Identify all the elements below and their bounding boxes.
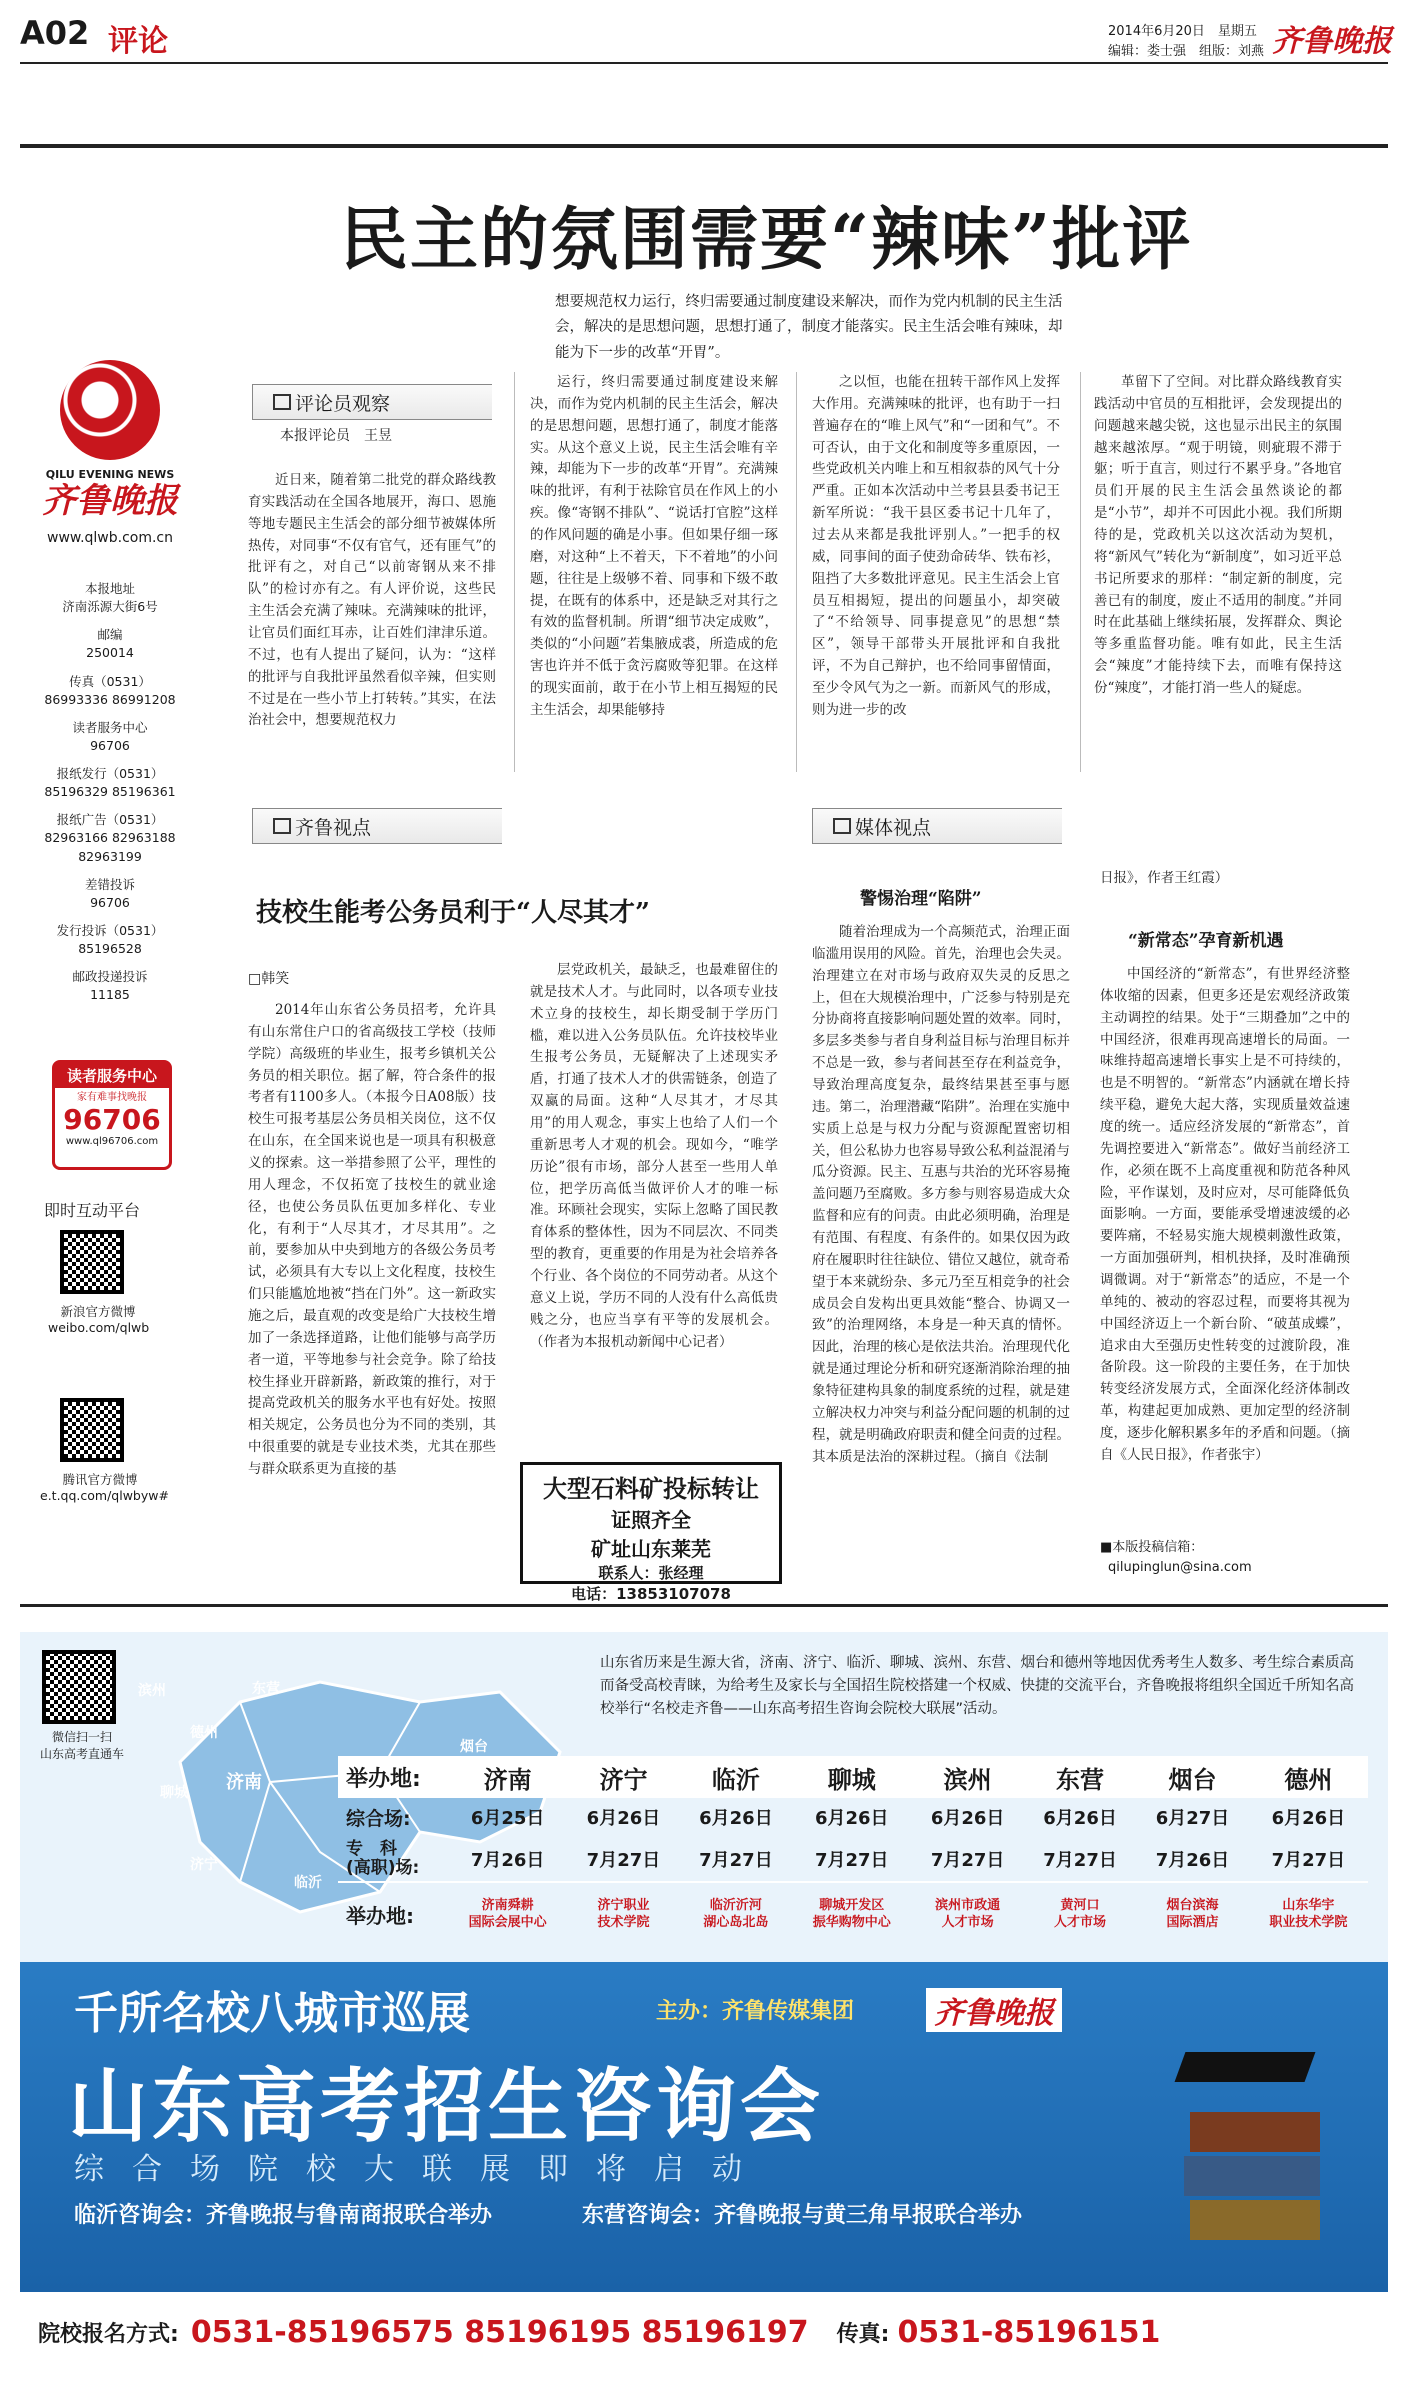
- commentary-col-3: 之以恒，也能在扭转干部作风上发挥大作用。充满辣味的批评，也有助于一扫普遍存在的“唯上风气”和“一团和气”。不可否认，由于文化和制度等多重原因，一些党政机关内唯上和互相叙恭的风气十分严重。正如本次活动中兰考县县委书记王新军所说：“我干县区委书记十几年了，过去从来都是我批评别人。”一把手的权威，同事间的面子使劲命砖华、铁布衫，阻挡了大多数批评意见。民主生活会上官员互相揭短，提出的问题虽小，却突破了“不给领导、同事提意见”的思想“禁区”，领导干部带头开展批评和自我批评，不为自己辩护，也不给同事留情面，至少令风气为之一新。而新风气的形成，则为进一步的改: [812, 374, 1060, 718]
- issue-date: 2014年6月20日 星期五: [1108, 24, 1257, 39]
- reader-service-badge[interactable]: 读者服务中心 家有难事找晚报 96706 www.ql96706.com: [52, 1060, 172, 1170]
- expo-big-title: 山东高考招生咨询会: [68, 2060, 824, 2153]
- weibo-qr-code[interactable]: [60, 1230, 124, 1294]
- map-city-binzhou: 滨州: [138, 1683, 166, 1699]
- expo-dongying: 东营咨询会：齐鲁晚报与黄三角早报联合举办: [582, 2203, 1023, 2228]
- main-headline: 民主的氛围需要“辣味”批评: [340, 200, 1193, 280]
- map-city-linyi: 临沂: [294, 1875, 322, 1891]
- brand-logo-text: 齐鲁晚报: [1272, 24, 1392, 59]
- divider: [1080, 372, 1081, 772]
- table-row: 举办地: 济南舜耕 国际会展中心 济宁职业 技术学院 临沂沂河 湖心岛北岛 聊城开发区 振华购物中心 滨州市政通 人才市场 黄河口 人才市场 烟台滨海 国际酒店 山东华宇 职业技术学院: [346, 1897, 1348, 1930]
- media-article1-body: 随着治理成为一个高频范式，治理正面临滥用误用的风险。首先，治理也会失灵。治理建立在对市场与政府双失灵的反思之上，但在大规模治理中，广泛参与特别是充分协商将直接影响问题处置的效率。同时，多层多类参与者自身利益目标与治理目标并不总是一致，参与者间甚至存在利益竞争，导致治理高度复杂，最终结果甚至事与愿违。第二，治理潜藏“陷阱”。治理在实施中实质上总是与权力分配与资源配置密切相关，但公私协力也容易导致公私利益混淆与瓜分资源。民主、互惠与共治的光环容易掩盖问题乃至腐败。多方参与则容易造成大众监督和应有的问责。由此必须明确，治理是有范围、有程度、有条件的。如果仅因为政府在履职时往往缺位、错位又越位，就奇希望于本来就纷杂、多元乃至互相竞争的社会成员会自发构出更具效能“整合、协调又一致”的治理网络，本身是一种天真的情怀。因此，治理的核心是依法共治。治理现代化就是通过理论分析和研究逐渐消除治理的抽象特征建构具象的制度系统的过程，就是建立解决权力冲突与利益分配问题的机制的过程，就是明确政府职责和健全问责的过程。其本质是法治的深耕过程。（摘自《法制: [812, 924, 1070, 1465]
- map-city-dongying: 东营: [252, 1681, 280, 1697]
- divider: [514, 372, 515, 772]
- commentary-col-1: 近日来，随着第二批党的群众路线教育实践活动在全国各地展开，海口、恩施等地专题民主生活会的部分细节被媒体所热传，对同事“不仅有官气，还有匪气”的批评有之，对自己“以前寄钢从来不排队”的检讨亦有之。有人评价说，这些民主生活会充满了辣味。充满辣味的批评，让官员们面红耳赤，让百姓们津津乐道。不过，也有人提出了疑问，认为：“这样的批评与自我批评虽然看似辛辣，但实则不过是在一些小节上打转转。”其实，在法治社会中，想要规范权力: [248, 472, 496, 729]
- expo-sponsor: 主办：齐鲁传媒集团: [656, 1999, 855, 2024]
- expo-schedule-table: [338, 1756, 1368, 1946]
- section-title: 评论: [108, 24, 168, 59]
- expo-intro: 山东省历来是生源大省，济南、济宁、临沂、聊城、滨州、东营、烟台和德州等地因优秀考生人数多、考生综合素质高而备受高校青睐，为给考生及家长与全国招生院校搭建一个权威、快捷的交流平台，齐鲁晚报将组织全国近千所知名高校举行“名校走齐鲁——山东高考招生咨询会院校大联展”活动。: [600, 1655, 1354, 1718]
- bottom-rule: [20, 1604, 1388, 1607]
- contribute-email[interactable]: qilupinglun@sina.com: [1108, 1560, 1252, 1575]
- expo-qr-label: 微信扫一扫 山东高考直通车: [39, 1730, 124, 1761]
- quarry-ad: 大型石料矿投标转让 证照齐全 矿址山东莱芜 联系人：张经理 电话：13853107078: [520, 1462, 782, 1584]
- expo-slogan: 千所名校八城市巡展: [74, 1988, 470, 2039]
- commentary-byline: 本报评论员 王昱: [280, 428, 392, 444]
- map-city-jinan: 济南: [226, 1772, 262, 1793]
- expo-ad: [20, 1632, 1388, 2372]
- expo-signup-bar: 院校报名方式: 0531-85196575 85196195 85196197 传真: 0531-85196151: [20, 2292, 1388, 2372]
- commentary-col-4: 革留下了空间。对比群众路线教育实践活动中官员的互相批评，会发现提出的问题越来越尖锐，这也显示出民主的氛围越来越浓厚。“观于明镜，则疵瑕不滞于躯；听于直言，则过行不累乎身。”各地官员们开展的民主生活会虽然谈论的都是“小节”，却并不可因此小视。我们所期待的是，党政机关以这次活动为契机，将“新风气”转化为“新制度”，如习近平总书记所要求的那样：“制定新的制度，完善已有的制度，废止不适用的制度。”并同时在此基础上继续拓展，发挥群众、舆论等多重监督功能。唯有如此，民主生活会“辣度”才能持续下去，而唯有保持这份“辣度”，才能打消一些人的疑虑。: [1094, 374, 1342, 697]
- divider: [796, 372, 797, 772]
- qq-weibo-label: 腾讯官方微博 e.t.qq.com/qlwbyw#: [40, 1472, 169, 1503]
- weibo-label: 新浪官方微博 weibo.com/qlwb: [48, 1304, 150, 1335]
- qilu-col-2: 层党政机关，最缺乏，也最难留住的就是技术人才。与此同时，以各项专业技术立身的技校生，却长期受制于学历门槛，难以进入公务员队伍。允许技校毕业生报考公务员，无疑解决了上述现实矛盾，打通了技术人才的供需链条，创造了双赢的局面。这种“人尽其才，才尽其用”的用人观念，事实上也给了人们一个重新思考人才观的机会。现如今，“唯学历论”很有市场，部分人甚至一些用人单位，把学历高低当做评价人才的唯一标准。环顾社会现实，实际上忽略了国民教育体系的整体性，因为不同层次、不同类型的教育，更重要的作用是为社会培养各个行业、各个岗位的不同劳动者。从这个意义上说，学历不同的人没有什么高低贵贱之分，也应当享有平等的发展机会。（作者为本报机动新闻中心记者）: [530, 962, 778, 1350]
- table-row: 举办地: 济南 济宁 临沂 聊城 滨州 东营 烟台 德州: [338, 1756, 1368, 1798]
- commentary-col-2: 运行，终归需要通过制度建设来解决，而作为党内机制的民主生活会，解决的是思想问题，思想打通了，制度才能落实。从这个意义上说，民主生活会唯有辛辣，却能为下一步的改革“开胃”。充满辣味的批评，有利于祛除官员在作风上的小疾。像“寄钢不排队”、“说话打官腔”这样的作风问题的确是小事。但如果仔细一琢磨，对这种“上不着天，下不着地”的小问题，往往是上级够不着、同事和下级不敢提，在既有的体系中，还是缺乏对其行之有效的监督机制。所谓“细节决定成败”，类似的“小问题”若集腋成裘，所造成的危害也许并不低于贪污腐败等犯罪。在这样的现实面前，敢于在小节上相互揭短的民主生活会，却果能够持: [530, 374, 778, 718]
- table-row: 综合场: 6月25日 6月26日 6月26日 6月26日 6月26日 6月26日 6月27日 6月26日: [346, 1807, 1346, 1830]
- map-city-dezhou: 德州: [190, 1725, 218, 1741]
- expo-qr-code[interactable]: [42, 1650, 116, 1724]
- page-number: A02: [20, 14, 90, 52]
- media-article1-title: 警惕治理“陷阱”: [860, 889, 982, 909]
- qilu-title: 技校生能考公务员利于“人尽其才”: [256, 898, 650, 928]
- qilu-tag: 齐鲁视点: [252, 808, 502, 844]
- brand-swirl-icon: [60, 360, 160, 460]
- qq-weibo-qr-code[interactable]: [60, 1398, 124, 1462]
- headline-lead: 想要规范权力运行，终归需要通过制度建设来解决，而作为党内机制的民主生活会，解决的是思想问题，思想打通了，制度才能落实。民主生活会唯有辣味，却能为下一步的改革“开胃”。: [555, 294, 1063, 361]
- media-tag: 媒体视点: [812, 808, 1062, 844]
- map-city-yantai: 烟台: [460, 1739, 488, 1755]
- expo-subtitle: 综合场院校大联展即将启动: [74, 2152, 770, 2187]
- qilu-byline: □韩笑: [248, 971, 290, 987]
- table-row: 专 科 (高职)场: 7月26日 7月27日 7月27日 7月27日 7月27日 7月27日 7月26日 7月27日: [338, 1836, 1368, 1882]
- sidebar: [20, 360, 200, 546]
- qilu-col-1: 2014年山东省公务员招考，允许具有山东常住户口的省高级技工学校（技师学院）高级班的毕业生，报考乡镇机关公务员的相关职位。据了解，符合条件的报考者有1100多人。（本报今日A08版）技校生可报考基层公务员相关岗位，这不仅在山东，在全国来说也是一项具有积极意义的探索。这一举措参照了公平，理性的用人理念，不仅拓宽了技校生的就业途径，也使公务员队伍更加多样化、专业化，有利于“人尽其才，才尽其用”。之前，要参加从中央到地方的各级公务员考试，必须具有大专以上文化程度，技校生们只能尴尬地被“挡在门外”。这一新政实施之后，最直观的改变是给广大技校生增加了一条选择道路，让他们能够与高学历者一道，平等地参与社会竞争。除了给技校生择业开辟新路，新政策的推行，对于提高党政机关的服务水平也有好处。按照相关规定，公务员也分为不同的类别，其中很重要的就是专业技术类，尤其在那些与群众联系更为直接的基: [248, 1002, 496, 1478]
- media-article1-tail: 日报》，作者王红霞）: [1100, 870, 1229, 886]
- editor-line: 编辑：娄士强 组版：刘燕: [1108, 44, 1265, 59]
- commentary-tag: 评论员观察: [252, 384, 492, 420]
- header-rule: [20, 62, 1388, 64]
- site-url[interactable]: www.qlwb.com.cn: [47, 529, 173, 546]
- media-article2-body: 中国经济的“新常态”，有世界经济整体收缩的因素，但更多还是宏观经济政策主动调控的结果。处于“三期叠加”之中的中国经济，很难再现高速增长的局面。一味维持超高速增长事实上是不可持续的，也是不明智的。“新常态”内涵就在增长持续平稳，避免大起大落，实现质量效益速度的统一。适应经济发展的“新常态”，首先调控要进入“新常态”。做好当前经济工作，必须在既不上高度重视和防范各种风险，平作谋划，及时应对，尽可能降低负面影响。一方面，要能承受增速波缓的必要阵痛，不轻易实施大规模刺激性政策，一方面加强研判，相机抉择，及时准确预调微调。对于“新常态”的适应，不是一个单纯的、被动的容忍过程，而要将其视为中国经济迈上一个新台阶、“破茧成蝶”，追求由大至强历史性转变的过渡阶段，准备阶段。这一阶段的主要任务，在于加快转变经济发展方式，全面深化经济体制改革，构建起更加成熟、更加定型的经济制度，逐步化解积累多年的矛盾和问题。（摘自《人民日报》，作者张宇）: [1100, 966, 1350, 1463]
- map-city-liaocheng: 聊城: [160, 1785, 188, 1801]
- expo-linyi: 临沂咨询会：齐鲁晚报与鲁南商报联合举办: [74, 2203, 493, 2228]
- contact-block: 本报地址 济南泺源大街6号 邮编 250014 传真（0531） 86993336 86991208 读者服务中心 96706 报纸发行（0531） 85196329 85196361 报纸广告（0531） 82963166 82963188 82963199 差错投诉 96706 发行投诉（0531） 85196528 邮政投递投诉 11185: [44, 581, 176, 1003]
- brand-chinese: 齐鲁晚报: [42, 481, 178, 521]
- map-city-jining: 济宁: [190, 1857, 218, 1873]
- top-rule: [20, 144, 1388, 148]
- media-article2-title: “新常态”孕育新机遇: [1128, 931, 1284, 951]
- interact-title: 即时互动平台: [44, 1201, 141, 1220]
- books-graduation-cap-image: [1170, 2052, 1330, 2292]
- brand-english: QILU EVENING NEWS: [45, 468, 175, 481]
- expo-brand: 齐鲁晚报: [926, 1988, 1062, 2032]
- contribute-label: ■本版投稿信箱：: [1100, 1540, 1204, 1555]
